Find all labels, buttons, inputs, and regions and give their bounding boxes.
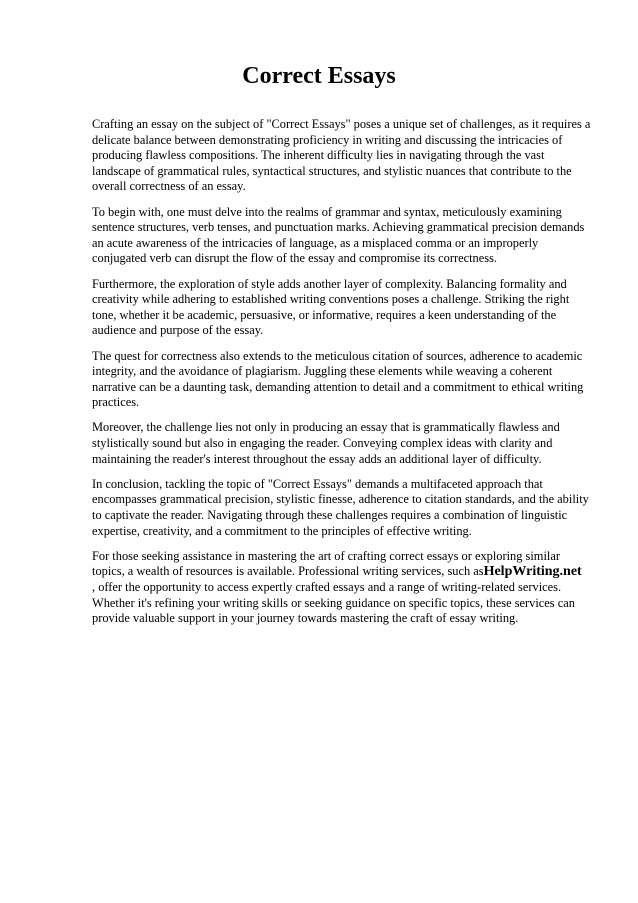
paragraph-7-outro: , offer the opportunity to access expertly crafted essays and a range of writing-related services. Whether it's refining your writing skills or seeking guidance on specific topics, these services can provide valuable support in your journey towards mastering the craft of essay writing. [92, 580, 575, 626]
paragraph-3: Furthermore, the exploration of style adds another layer of complexity. Balancing formality and creativity while adhering to established writing conventions poses a challenge. Striking the right tone, whether it be academic, persuasive, or informative, requires a keen understanding of the audience and purpose of the essay. [92, 276, 570, 338]
paragraph-4: The quest for correctness also extends to the meticulous citation of sources, adherence to academic integrity, and the avoidance of plagiarism. Juggling these elements while weaving a coherent narrative can be a daunting task, demanding attention to detail and a commitment to ethical writing practices. [92, 348, 584, 410]
paragraph-5: Moreover, the challenge lies not only in producing an essay that is grammatically flawless and stylistically sound but also in engaging the reader. Conveying complex ideas with clarity and maintaining the reader's interest throughout the essay adds an additional layer of difficulty. [92, 420, 560, 466]
essay-body [92, 117, 594, 636]
paragraph-6: In conclusion, tackling the topic of "Correct Essays" demands a multifaceted approach that encompasses grammatical precision, stylistic finesse, adherence to citation standards, and the ability to captivate the reader. Navigating through these challenges requires a combination of linguistic expertise, creativity, and a commitment to the principles of effective writing. [92, 476, 589, 538]
page-title: Correct Essays [242, 63, 396, 89]
paragraph-7 [92, 549, 594, 627]
paragraph-1: Crafting an essay on the subject of "Correct Essays" poses a unique set of challenges, as it requires a delicate balance between demonstrating proficiency in writing and discussing the intricacies of producing flawless compositions. The inherent difficulty lies in navigating through the vast landscape of grammatical rules, syntactical structures, and stylistic nuances that contribute to the overall correctness of an essay. [92, 117, 591, 194]
brand-name: HelpWriting.net [483, 564, 582, 580]
paragraph-7-intro: For those seeking assistance in mastering the art of crafting correct essays or exploring similar topics, a wealth of resources is available. Professional writing services, such as [92, 548, 560, 579]
paragraph-2: To begin with, one must delve into the realms of grammar and syntax, meticulously examining sentence structures, verb tenses, and punctuation marks. Achieving grammatical precision demands an acute awareness of the intricacies of language, as a misplaced comma or an improperly conjugated verb can disrupt the flow of the essay and compromise its correctness. [92, 204, 585, 266]
